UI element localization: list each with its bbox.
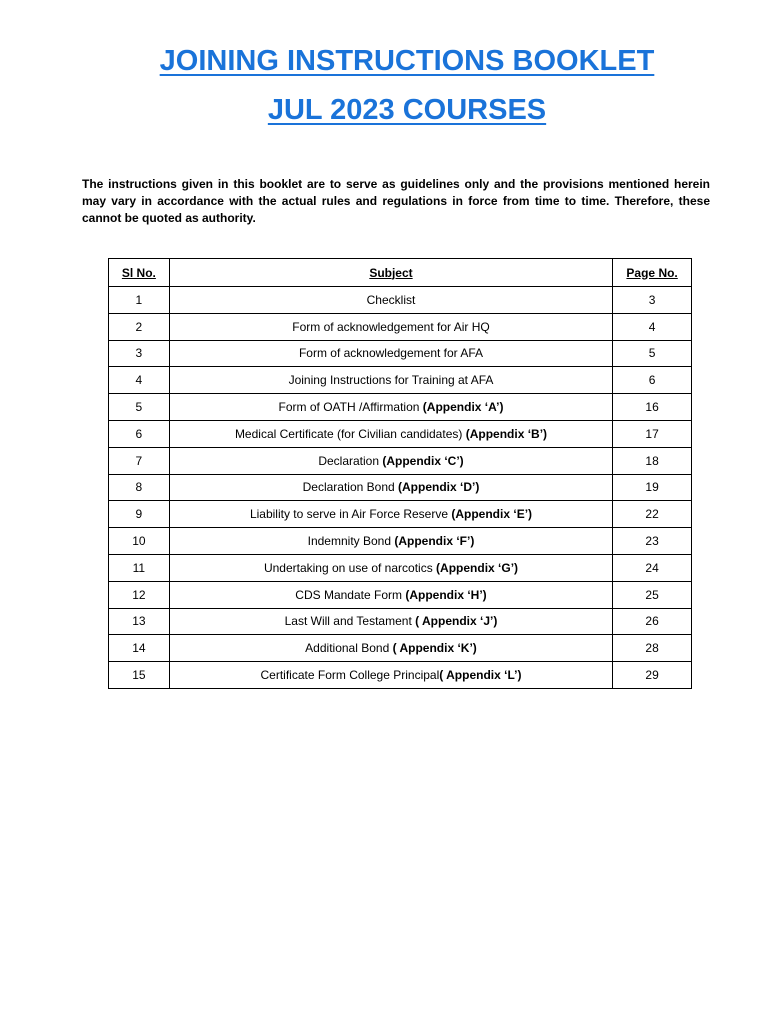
table-row xyxy=(109,313,692,340)
subject-cell xyxy=(169,528,612,555)
page-cell: 19 xyxy=(613,474,692,501)
appendix-ref: ( Appendix ‘K’) xyxy=(392,641,477,656)
header-subject: Subject xyxy=(169,259,612,287)
subject-text: Form of acknowledgement for Air HQ xyxy=(292,319,490,334)
sl-cell: 10 xyxy=(109,528,170,555)
page-cell: 26 xyxy=(613,608,692,635)
sl-cell: 5 xyxy=(109,394,170,421)
page-cell: 22 xyxy=(613,501,692,528)
subject-text: Declaration Bond xyxy=(302,480,399,495)
header-sl-no: Sl No. xyxy=(109,259,170,287)
subject-text: Form of acknowledgement for AFA xyxy=(298,346,484,361)
subject-text: Checklist xyxy=(366,292,416,307)
table-row xyxy=(109,420,692,447)
sl-cell: 9 xyxy=(109,501,170,528)
subject-text: Medical Certificate (for Civilian candidates) xyxy=(234,426,466,441)
page-cell: 5 xyxy=(613,340,692,367)
contents-table xyxy=(108,258,692,689)
table-row xyxy=(109,608,692,635)
page-cell: 3 xyxy=(613,287,692,314)
intro-paragraph: The instructions given in this booklet are to serve as guidelines only and the provisions mentioned herein may vary in accordance with the actual rules and regulations in force from time to time. Therefore, these cannot be quoted as authority. xyxy=(82,177,710,225)
appendix-ref: ( Appendix ‘L’) xyxy=(439,668,522,683)
table-row xyxy=(109,287,692,314)
subject-cell xyxy=(169,635,612,662)
subject-text: Form of OATH /Affirmation xyxy=(278,400,423,415)
appendix-ref: (Appendix ‘F’) xyxy=(394,534,475,549)
table-row xyxy=(109,367,692,394)
page-cell: 24 xyxy=(613,554,692,581)
subject-text: Declaration xyxy=(318,453,383,468)
sl-cell: 3 xyxy=(109,340,170,367)
table-row xyxy=(109,340,692,367)
subject-cell xyxy=(169,474,612,501)
sl-cell: 11 xyxy=(109,554,170,581)
table-row xyxy=(109,447,692,474)
sl-cell: 13 xyxy=(109,608,170,635)
subject-text: Additional Bond xyxy=(305,641,393,656)
sl-cell: 14 xyxy=(109,635,170,662)
page-cell: 4 xyxy=(613,313,692,340)
subject-cell xyxy=(169,287,612,314)
appendix-ref: (Appendix ‘E’) xyxy=(451,507,533,522)
subject-cell xyxy=(169,447,612,474)
sl-cell: 4 xyxy=(109,367,170,394)
table-header-row xyxy=(109,259,692,287)
page-cell: 17 xyxy=(613,420,692,447)
subject-text: CDS Mandate Form xyxy=(295,587,406,602)
table-row xyxy=(109,662,692,689)
sl-cell: 2 xyxy=(109,313,170,340)
course-title: JUL 2023 COURSES xyxy=(267,94,547,126)
sl-cell: 1 xyxy=(109,287,170,314)
page-cell: 25 xyxy=(613,581,692,608)
subject-text: Indemnity Bond xyxy=(307,534,395,549)
table-row xyxy=(109,635,692,662)
page-cell: 16 xyxy=(613,394,692,421)
table-row xyxy=(109,528,692,555)
appendix-ref: (Appendix ‘H’) xyxy=(405,587,487,602)
subject-text: Joining Instructions for Training at AFA xyxy=(288,373,494,388)
appendix-ref: (Appendix ‘D’) xyxy=(398,480,480,495)
subject-text: Last Will and Testament xyxy=(284,614,416,629)
subject-cell xyxy=(169,367,612,394)
appendix-ref: (Appendix ‘A’) xyxy=(422,400,504,415)
appendix-ref: ( Appendix ‘J’) xyxy=(415,614,498,629)
subject-cell xyxy=(169,340,612,367)
subject-cell xyxy=(169,554,612,581)
subject-cell xyxy=(169,581,612,608)
sl-cell: 12 xyxy=(109,581,170,608)
page-cell: 6 xyxy=(613,367,692,394)
subject-cell xyxy=(169,608,612,635)
table-row xyxy=(109,474,692,501)
table-row xyxy=(109,394,692,421)
page-cell: 18 xyxy=(613,447,692,474)
subject-text: Undertaking on use of narcotics xyxy=(263,560,437,575)
header-page-no: Page No. xyxy=(613,259,692,287)
subject-cell xyxy=(169,394,612,421)
subject-cell xyxy=(169,662,612,689)
appendix-ref: (Appendix ‘B’) xyxy=(465,426,548,441)
page-cell: 28 xyxy=(613,635,692,662)
subject-cell xyxy=(169,420,612,447)
sl-cell: 6 xyxy=(109,420,170,447)
booklet-title: JOINING INSTRUCTIONS BOOKLET xyxy=(159,45,655,77)
table-row xyxy=(109,501,692,528)
sl-cell: 7 xyxy=(109,447,170,474)
page-cell: 23 xyxy=(613,528,692,555)
appendix-ref: (Appendix ‘C’) xyxy=(382,453,464,468)
subject-text: Liability to serve in Air Force Reserve xyxy=(249,507,452,522)
table-row xyxy=(109,581,692,608)
page-cell: 29 xyxy=(613,662,692,689)
sl-cell: 15 xyxy=(109,662,170,689)
table-row xyxy=(109,554,692,581)
sl-cell: 8 xyxy=(109,474,170,501)
subject-cell xyxy=(169,501,612,528)
subject-cell xyxy=(169,313,612,340)
appendix-ref: (Appendix ‘G’) xyxy=(436,560,519,575)
subject-text: Certificate Form College Principal xyxy=(260,668,440,683)
